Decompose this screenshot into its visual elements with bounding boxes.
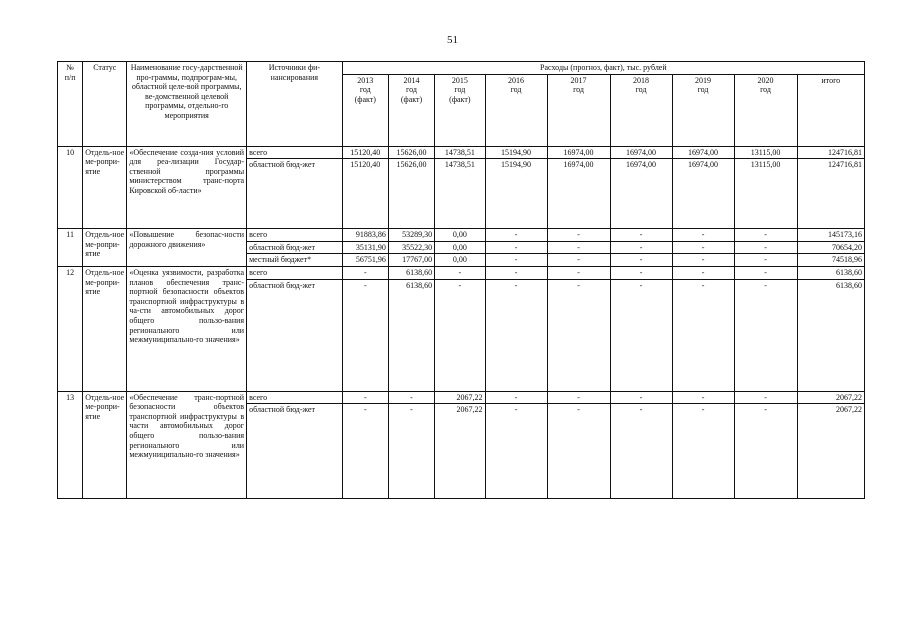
value-cell: 0,00 — [435, 254, 485, 267]
value-cell: 53289,30 — [388, 229, 434, 242]
source-cell: всего — [247, 229, 343, 242]
source-cell: местный бюджет* — [247, 254, 343, 267]
header-expenses: Расходы (прогноз, факт), тыс. рублей — [342, 62, 864, 75]
row-name: «Оценка уязвимости, разработка планов обеспечения транс-портной безопасности объектов транспортной инфраструктуры в ча-сти автомобильных дорог общего пользо-вания регионального или межмуниципально-го значения» — [127, 266, 247, 391]
value-cell: - — [547, 241, 610, 254]
value-cell: - — [672, 241, 734, 254]
source-cell: областной бюд-жет — [247, 241, 343, 254]
table-row — [58, 146, 865, 159]
row-number: 10 — [58, 146, 83, 229]
total-cell: 6138,60 — [797, 279, 864, 391]
year-header: 2017 год — [547, 74, 610, 146]
table-row — [58, 266, 865, 279]
source-cell: всего — [247, 266, 343, 279]
value-cell: - — [672, 279, 734, 391]
total-cell: 145173,16 — [797, 229, 864, 242]
value-cell: - — [485, 241, 547, 254]
value-cell: 16974,00 — [672, 146, 734, 159]
total-cell: 70654,20 — [797, 241, 864, 254]
budget-table — [57, 61, 865, 499]
value-cell: - — [672, 229, 734, 242]
value-cell: - — [485, 266, 547, 279]
value-cell: - — [610, 279, 672, 391]
total-header: итого — [797, 74, 864, 146]
value-cell: - — [734, 404, 797, 499]
value-cell: - — [342, 404, 388, 499]
value-cell: 56751,96 — [342, 254, 388, 267]
source-cell: областной бюд-жет — [247, 404, 343, 499]
value-cell: 6138,60 — [388, 266, 434, 279]
value-cell: 0,00 — [435, 241, 485, 254]
row-name: «Обеспечение транс-портной безопасности объектов транспортной инфраструктуры в части автомобильных дорог общего пользо-вания регионального или межмуниципально-го значения» — [127, 391, 247, 499]
value-cell: 14738,51 — [435, 159, 485, 229]
value-cell: 14738,51 — [435, 146, 485, 159]
value-cell: 15194,90 — [485, 146, 547, 159]
header-status: Статус — [83, 62, 127, 147]
value-cell: - — [342, 266, 388, 279]
row-status: Отдель-ное ме-ропри-ятие — [83, 391, 127, 499]
table-row — [58, 229, 865, 242]
source-cell: всего — [247, 391, 343, 404]
value-cell: 17767,00 — [388, 254, 434, 267]
value-cell: 2067,22 — [435, 391, 485, 404]
total-cell: 124716,81 — [797, 159, 864, 229]
value-cell: - — [734, 391, 797, 404]
value-cell: 16974,00 — [547, 159, 610, 229]
total-cell: 2067,22 — [797, 391, 864, 404]
row-number: 12 — [58, 266, 83, 391]
value-cell: 2067,22 — [435, 404, 485, 499]
value-cell: - — [672, 254, 734, 267]
year-header: 2013 год (факт) — [342, 74, 388, 146]
row-status: Отдель-ное ме-ропри-ятие — [83, 229, 127, 267]
value-cell: - — [342, 391, 388, 404]
page-number: 51 — [447, 34, 458, 46]
value-cell: - — [388, 404, 434, 499]
value-cell: - — [435, 279, 485, 391]
value-cell: - — [547, 266, 610, 279]
value-cell: 0,00 — [435, 229, 485, 242]
value-cell: - — [388, 391, 434, 404]
value-cell: - — [610, 254, 672, 267]
value-cell: - — [672, 404, 734, 499]
value-cell: - — [547, 254, 610, 267]
value-cell: - — [435, 266, 485, 279]
row-name: «Повышение безопас-ности дорожного движения» — [127, 229, 247, 267]
year-header: 2018 год — [610, 74, 672, 146]
header-name: Наименование госу-дарственной про-граммы, подпрограм-мы, областной целе-вой программы, ве-домственной целевой программы, отдельно-го мероприятия — [127, 62, 247, 147]
value-cell: 91883,86 — [342, 229, 388, 242]
value-cell: - — [672, 391, 734, 404]
row-status: Отдель-ное ме-ропри-ятие — [83, 266, 127, 391]
value-cell: - — [485, 391, 547, 404]
value-cell: - — [485, 254, 547, 267]
value-cell: - — [734, 266, 797, 279]
value-cell: 15626,00 — [388, 146, 434, 159]
total-cell: 124716,81 — [797, 146, 864, 159]
value-cell: 16974,00 — [610, 146, 672, 159]
value-cell: - — [734, 254, 797, 267]
value-cell: - — [610, 241, 672, 254]
year-header: 2016 год — [485, 74, 547, 146]
value-cell: 13115,00 — [734, 159, 797, 229]
value-cell: 15626,00 — [388, 159, 434, 229]
value-cell: 6138,60 — [388, 279, 434, 391]
value-cell: 15194,90 — [485, 159, 547, 229]
row-number: 11 — [58, 229, 83, 267]
value-cell: - — [672, 266, 734, 279]
header-sources: Источники фи-нансирования — [247, 62, 343, 147]
row-number: 13 — [58, 391, 83, 499]
value-cell: - — [610, 404, 672, 499]
value-cell: 16974,00 — [547, 146, 610, 159]
value-cell: - — [734, 241, 797, 254]
year-header: 2014 год (факт) — [388, 74, 434, 146]
total-cell: 74518,96 — [797, 254, 864, 267]
value-cell: 13115,00 — [734, 146, 797, 159]
value-cell: - — [734, 279, 797, 391]
value-cell: - — [610, 266, 672, 279]
value-cell: - — [610, 391, 672, 404]
row-name: «Обеспечение созда-ния условий для реа-лизации Государ-ственной программы министерством транс-порта Кировской об-ласти» — [127, 146, 247, 229]
value-cell: - — [342, 279, 388, 391]
total-cell: 2067,22 — [797, 404, 864, 499]
source-cell: областной бюд-жет — [247, 279, 343, 391]
value-cell: - — [547, 391, 610, 404]
value-cell: - — [610, 229, 672, 242]
year-header: 2020 год — [734, 74, 797, 146]
value-cell: - — [485, 404, 547, 499]
total-cell: 6138,60 — [797, 266, 864, 279]
value-cell: 15120,40 — [342, 146, 388, 159]
value-cell: - — [547, 229, 610, 242]
value-cell: - — [485, 279, 547, 391]
row-status: Отдель-ное ме-ропри-ятие — [83, 146, 127, 229]
header-num: № п/п — [58, 62, 83, 147]
value-cell: 35522,30 — [388, 241, 434, 254]
value-cell: 16974,00 — [672, 159, 734, 229]
value-cell: 35131,90 — [342, 241, 388, 254]
value-cell: 15120,40 — [342, 159, 388, 229]
year-header: 2015 год (факт) — [435, 74, 485, 146]
year-header: 2019 год — [672, 74, 734, 146]
value-cell: - — [547, 404, 610, 499]
table-row — [58, 391, 865, 404]
value-cell: - — [547, 279, 610, 391]
source-cell: областной бюд-жет — [247, 159, 343, 229]
value-cell: - — [485, 229, 547, 242]
value-cell: 16974,00 — [610, 159, 672, 229]
value-cell: - — [734, 229, 797, 242]
source-cell: всего — [247, 146, 343, 159]
